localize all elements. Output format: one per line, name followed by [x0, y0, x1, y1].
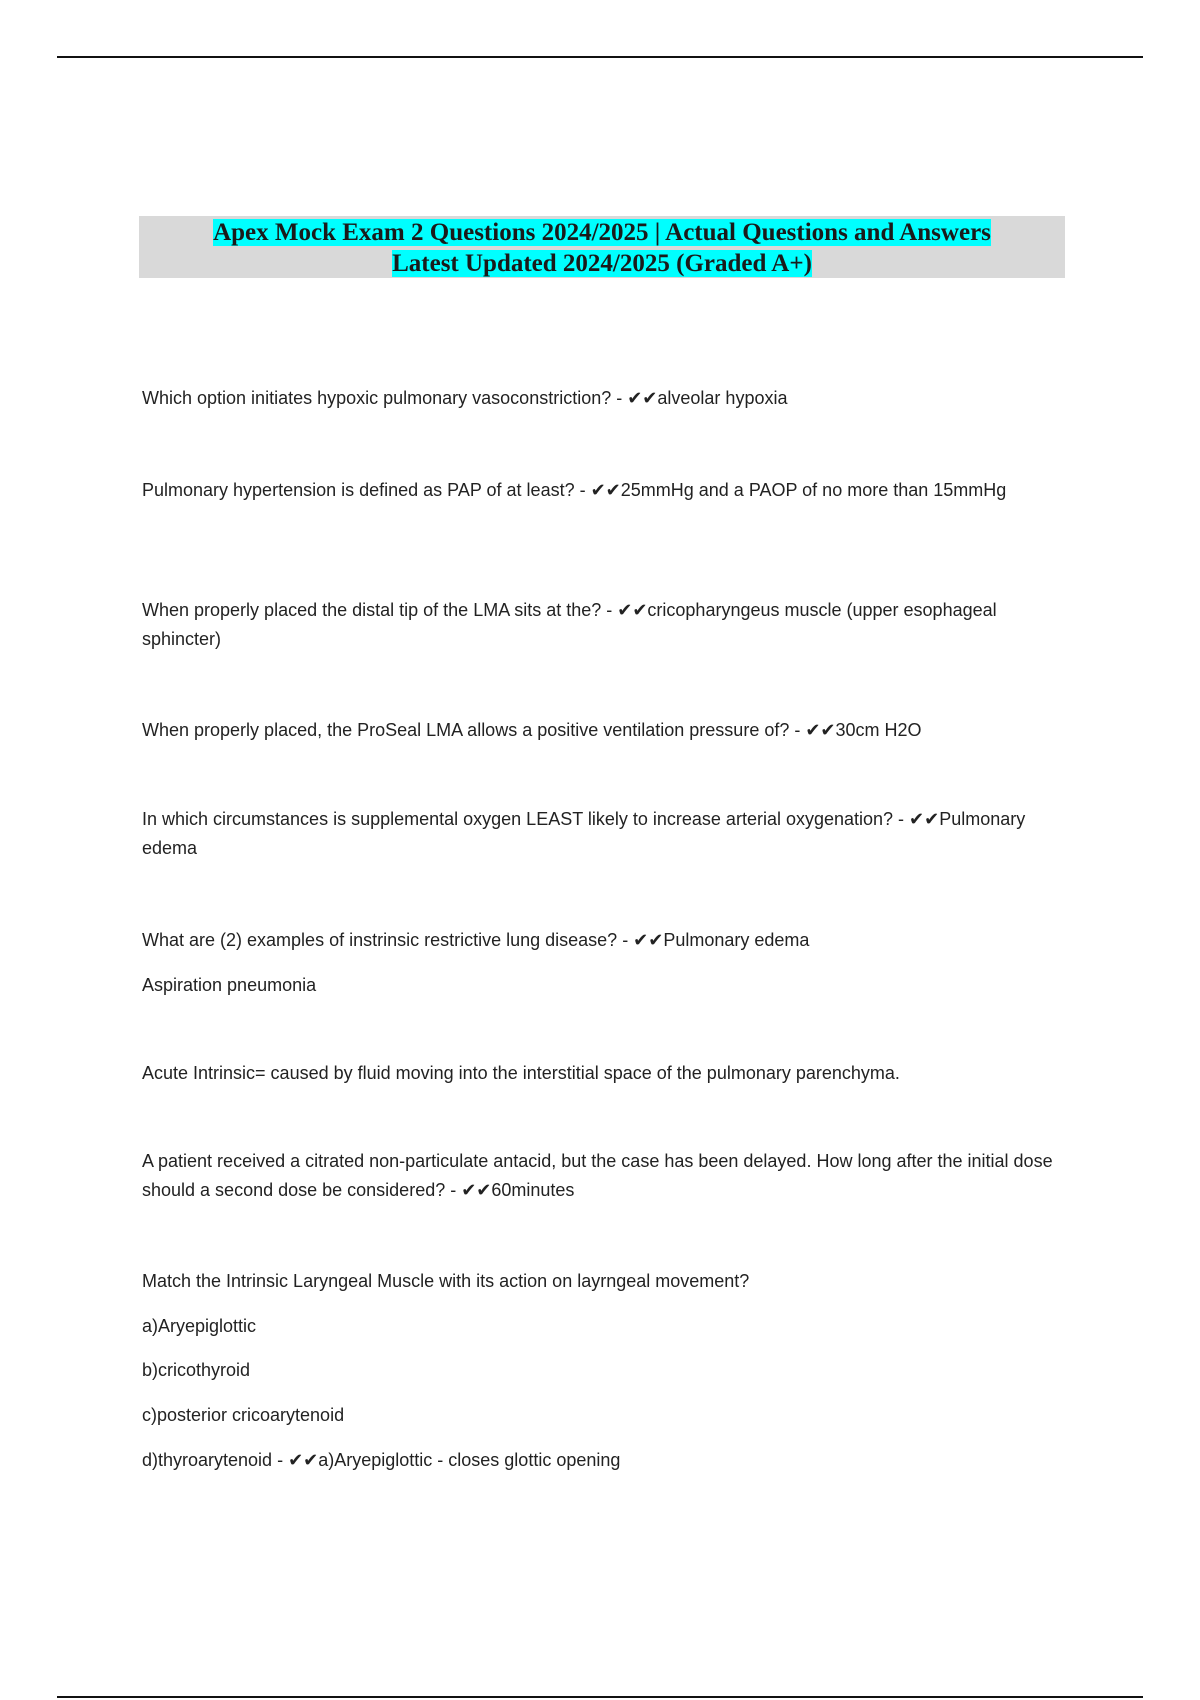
header-rule	[57, 56, 1143, 58]
title-line-2: Latest Updated 2024/2025 (Graded A+)	[392, 250, 812, 277]
qa-item: When properly placed the distal tip of the LMA sits at the? - ✔✔cricopharyngeus muscle (upper esophageal sphincter)	[142, 600, 997, 649]
qa-item: a)Aryepiglottic	[142, 1316, 257, 1336]
qa-item: Aspiration pneumonia	[142, 975, 317, 995]
qa-item: b)cricothyroid	[142, 1360, 251, 1380]
qa-item: When properly placed, the ProSeal LMA allows a positive ventilation pressure of? - ✔✔30cm H2O	[142, 720, 922, 740]
qa-item: In which circumstances is supplemental oxygen LEAST likely to increase arterial oxygenation? - ✔✔Pulmonary edema	[142, 809, 1026, 858]
qa-item: Pulmonary hypertension is defined as PAP of at least? - ✔✔25mmHg and a PAOP of no more than 15mmHg	[142, 480, 1007, 500]
qa-item: c)posterior cricoarytenoid	[142, 1405, 345, 1425]
footer-rule	[57, 1696, 1143, 1698]
qa-item: Acute Intrinsic= caused by fluid moving into the interstitial space of the pulmonary parenchyma.	[142, 1063, 900, 1083]
qa-item: Which option initiates hypoxic pulmonary vasoconstriction? - ✔✔alveolar hypoxia	[142, 388, 788, 408]
qa-item: d)thyroarytenoid - ✔✔a)Aryepiglottic - closes glottic opening	[142, 1450, 621, 1470]
qa-item: A patient received a citrated non-particulate antacid, but the case has been delayed. How long after the initial dose should a second dose be considered? - ✔✔60minutes	[142, 1151, 1053, 1200]
document-title	[139, 216, 1065, 278]
qa-item: Match the Intrinsic Laryngeal Muscle with its action on layrngeal movement?	[142, 1271, 750, 1291]
qa-item: What are (2) examples of instrinsic restrictive lung disease? - ✔✔Pulmonary edema	[142, 930, 810, 950]
title-line-1: Apex Mock Exam 2 Questions 2024/2025 | Actual Questions and Answers	[213, 219, 991, 246]
